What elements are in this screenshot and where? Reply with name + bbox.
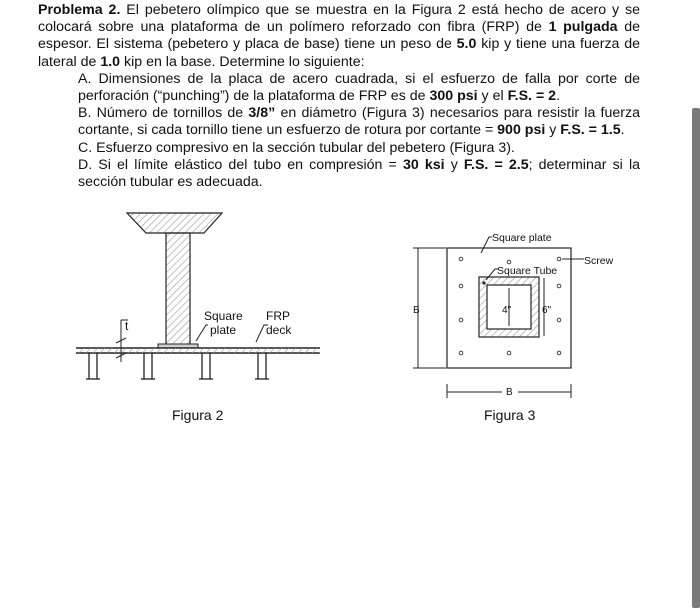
label-square-tube: Square Tube: [497, 265, 558, 277]
label-plate: plate: [210, 323, 237, 337]
vertical-scrollbar[interactable]: [692, 108, 700, 608]
label-square: Square: [204, 309, 243, 323]
frp-deck: [76, 348, 320, 353]
label-deck: deck: [266, 323, 292, 337]
question-c: C. Esfuerzo compresivo en la sección tubular del pebetero (Figura 3).: [78, 139, 515, 156]
label-6in: 6": [542, 305, 552, 316]
question-b: B. Número de tornillos de 3/8” en diámetro (Figura 3) necesarios para resistir la fuerza cortante, si cada tornillo tiene un esfuerzo de rotura por cortante = 900 psi y F.S. = 1.5.: [78, 105, 640, 139]
problem-title: Problema 2.: [38, 2, 121, 18]
figure2-drawing: [76, 213, 320, 423]
label-screw: Screw: [584, 255, 614, 267]
figure3-caption: Figura 3: [484, 407, 536, 423]
label-4in: 4": [502, 305, 512, 316]
question-d: D. Si el límite elástico del tubo en compresión = 30 ksi y F.S. = 2.5; determinar si la sección tubular es adecuada.: [78, 156, 640, 191]
label-t: t: [125, 319, 129, 333]
label-square-plate: Square plate: [492, 232, 552, 244]
label-b-left: B: [413, 305, 420, 316]
label-frp: FRP: [266, 309, 290, 323]
deck-supports: [86, 353, 269, 379]
question-a: A. Dimensiones de la placa de acero cuadrada, si el esfuerzo de falla por corte de perforación (“punching”) de la plataforma de FRP es de 300 psi y el F.S. = 2.: [78, 70, 640, 105]
problem-intro: Problema 2. El pebetero olímpico que se muestra en la Figura 2 está hecho de acero y se colocará sobre una plataforma de un polímero reforzado con fibra (FRP) de 1 pulgada de espesor. El sistema (pebetero y placa de base) tiene un peso de 5.0 kip y tiene una fuerza de lateral de 1.0 kip en la base. Determine lo siguiente:: [38, 2, 640, 70]
figure3-drawing: [413, 232, 614, 423]
figure2-caption: Figura 2: [172, 407, 224, 423]
cauldron-bowl: [127, 213, 222, 233]
label-b-bottom: B: [506, 387, 513, 398]
column: [166, 233, 190, 347]
